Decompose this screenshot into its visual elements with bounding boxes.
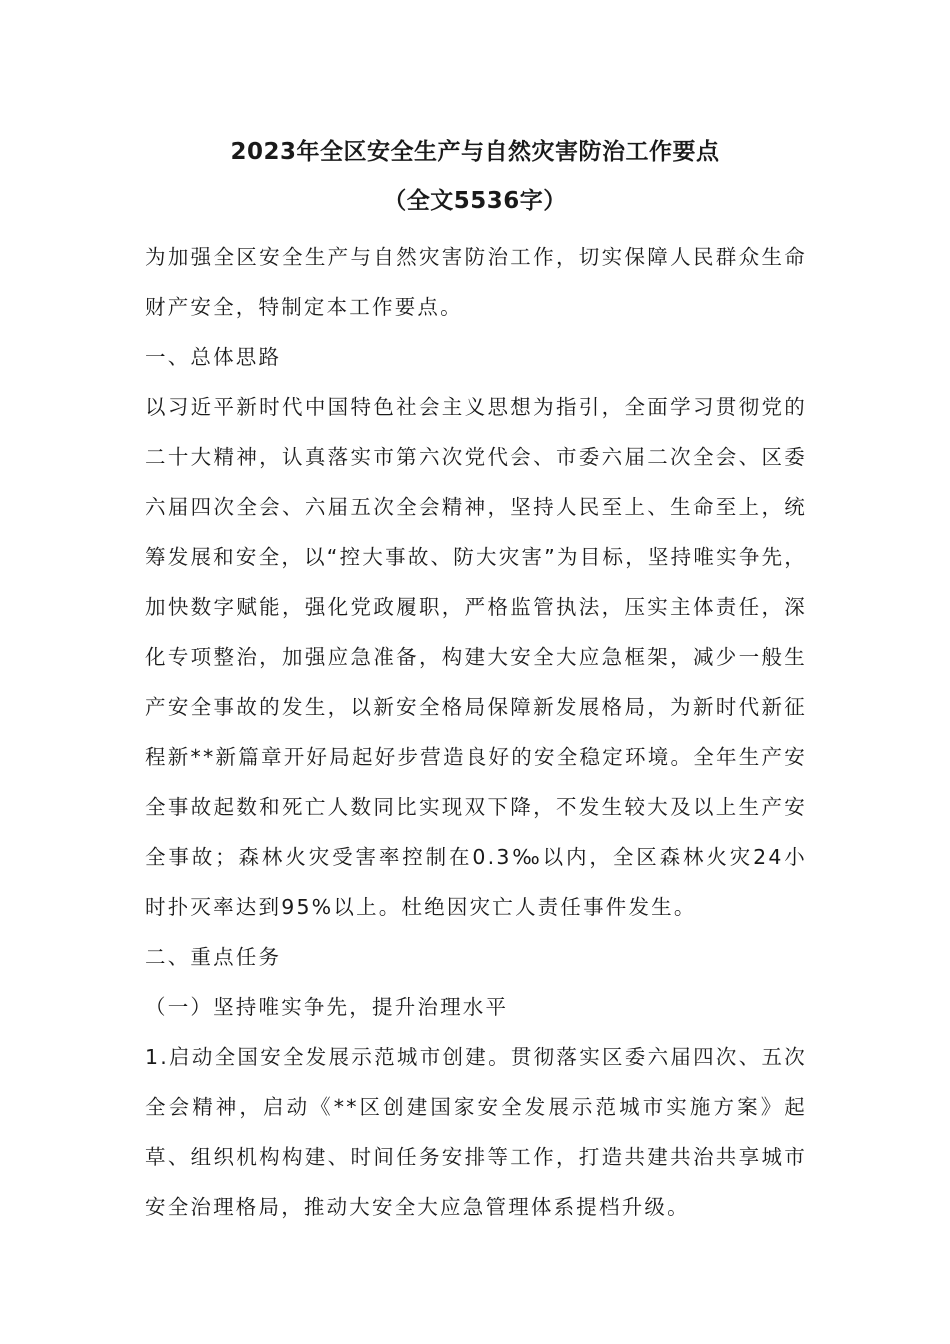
section-heading-2: 二、重点任务 xyxy=(145,945,282,969)
intro-paragraph: 为加强全区安全生产与自然灾害防治工作，切实保障人民群众生命财产安全，特制定本工作要点。 xyxy=(145,245,807,319)
section-heading-1: 一、总体思路 xyxy=(145,345,282,369)
document-title: 2023年全区安全生产与自然灾害防治工作要点 xyxy=(230,139,720,165)
document-body xyxy=(145,232,807,1232)
task-item-1: 1.启动全国安全发展示范城市创建。贯彻落实区委六届四次、五次全会精神，启动《**区创建国家安全发展示范城市实施方案》起草、组织机构构建、时间任务安排等工作，打造共建共治共享城市安全治理格局，推动大安全大应急管理体系提档升级。 xyxy=(145,1045,807,1219)
overall-approach-paragraph: 以习近平新时代中国特色社会主义思想为指引，全面学习贯彻党的二十大精神，认真落实市第六次党代会、市委六届二次全会、区委六届四次全会、六届五次全会精神，坚持人民至上、生命至上，统筹发展和安全，以“控大事故、防大灾害”为目标，坚持唯实争先，加快数字赋能，强化党政履职，严格监管执法，压实主体责任，深化专项整治，加强应急准备，构建大安全大应急框架，减少一般生产安全事故的发生，以新安全格局保障新发展格局，为新时代新征程新**新篇章开好局起好步营造良好的安全稳定环境。全年生产安全事故起数和死亡人数同比实现双下降，不发生较大及以上生产安全事故；森林火灾受害率控制在0.3‰以内，全区森林火灾24小时扑灭率达到95%以上。杜绝因灾亡人责任事件发生。 xyxy=(145,395,807,919)
subsection-heading-1: （一）坚持唯实争先，提升治理水平 xyxy=(145,995,509,1019)
document-subtitle: （全文5536字） xyxy=(383,188,567,214)
